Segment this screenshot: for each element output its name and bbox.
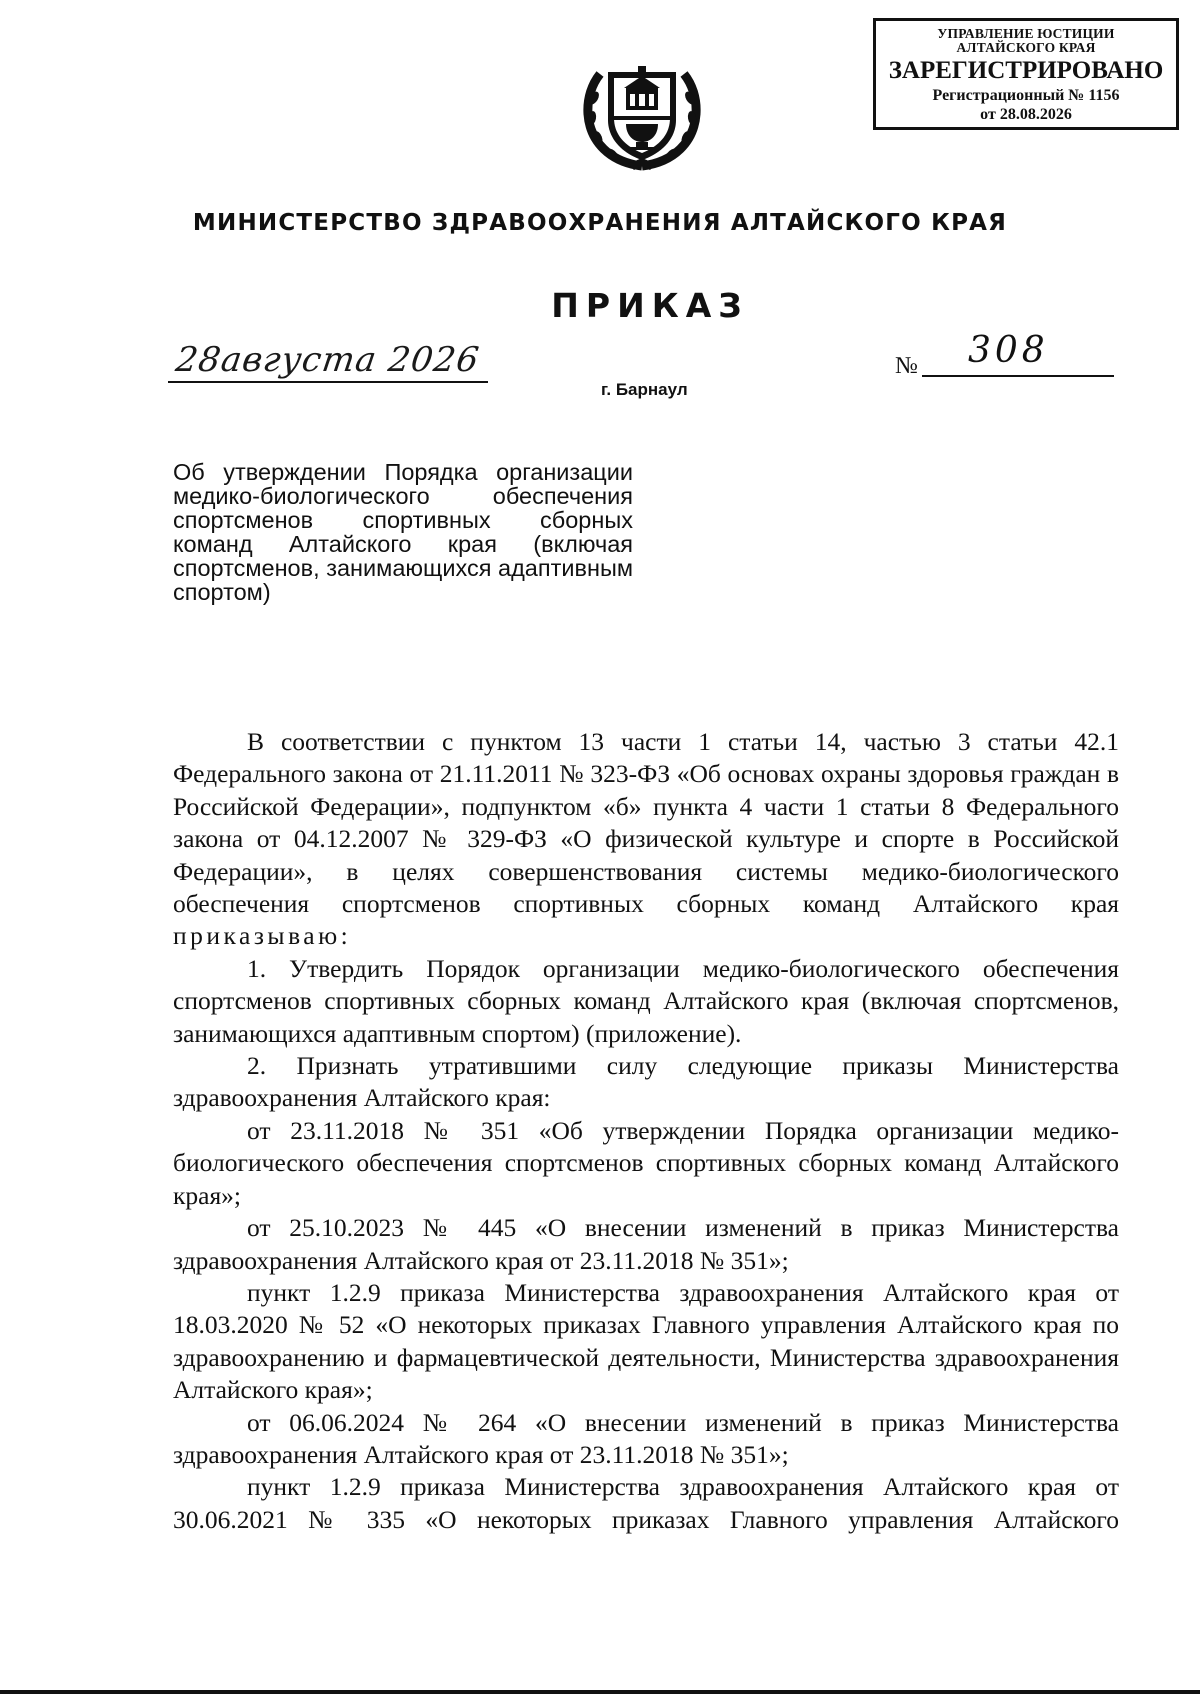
repealed-order-2: от 25.10.2023 № 445 «О внесении изменений в приказ Министерства здравоохранения Алтайского края от 23.11.2018 № 351»;: [173, 1213, 1119, 1275]
order-word: приказываю:: [173, 921, 352, 951]
repealed-order-4: от 06.06.2024 № 264 «О внесении изменений в приказ Министерства здравоохранения Алтайского края от 23.11.2018 № 351»;: [173, 1407, 1119, 1469]
order-subject: Об утверждении Порядка организации медико-биологического обеспечения спортсменов спортивных сборных команд Алтайского края (включая спортсменов, занимающихся адаптивным спортом): [173, 459, 633, 605]
stamp-registration-number: Регистрационный № 1156: [932, 87, 1120, 104]
order-body: [173, 726, 1119, 1536]
item-2-paragraph: 2. Признать утратившими силу следующие приказы Министерства здравоохранения Алтайского края:: [173, 1051, 1119, 1113]
order-number-handwritten: 308: [968, 330, 1049, 371]
stamp-status: ЗАРЕГИСТРИРОВАНО: [888, 57, 1164, 84]
page-bottom-edge: [0, 1690, 1200, 1694]
coat-of-arms-icon: [580, 58, 704, 172]
stamp-authority-line1: УПРАВЛЕНИЕ ЮСТИЦИИ: [937, 26, 1115, 41]
document-type-title: ПРИКАЗ: [551, 286, 749, 325]
repealed-order-3: пункт 1.2.9 приказа Министерства здравоохранения Алтайского края от 18.03.2020 № 52 «О некоторых приказах Главного управления Алтайского края по здравоохранению и фармацевтической деятельности, Министерства здравоохранения Алтайского края»;: [173, 1277, 1119, 1405]
ministry-name: МИНИСТЕРСТВО ЗДРАВООХРАНЕНИЯ АЛТАЙСКОГО КРАЯ: [192, 210, 1008, 236]
date-underline: [168, 381, 488, 383]
order-number-underline: [922, 375, 1114, 377]
repealed-order-5: пункт 1.2.9 приказа Министерства здравоохранения Алтайского края от 30.06.2021 № 335 «О некоторых приказах Главного управления Алтайского: [173, 1472, 1119, 1534]
order-number-label: №: [895, 353, 918, 379]
item-1-paragraph: 1. Утвердить Порядок организации медико-биологического обеспечения спортсменов спортивных сборных команд Алтайского края (включая спортсменов, занимающихся адаптивным спортом) (приложение).: [173, 953, 1119, 1048]
stamp-date: от 28.08.2026: [980, 106, 1072, 123]
handwritten-date: 28августа 2026: [173, 340, 482, 380]
preamble-paragraph: [173, 726, 1119, 953]
registration-stamp: [873, 18, 1179, 130]
preamble-text: В соответствии с пунктом 13 части 1 статьи 14, частью 3 статьи 42.1 Федерального закона от 21.11.2011 № 323-ФЗ «Об основах охраны здоровья граждан в Российской Федерации», подпунктом «б» пункта 4 части 1 статьи 8 Федерального закона от 04.12.2007 № 329-ФЗ «О физической культуре и спорте в Российской Федерации», в целях совершенствования системы медико-биологического обеспечения спортсменов спортивных сборных команд Алтайского края: [173, 727, 1119, 919]
repealed-order-1: от 23.11.2018 № 351 «Об утверждении Порядка организации медико-биологического обеспечения спортсменов спортивных сборных команд Алтайского края»;: [173, 1115, 1119, 1210]
city-name: г. Барнаул: [601, 380, 688, 399]
stamp-authority-line2: АЛТАЙСКОГО КРАЯ: [956, 40, 1096, 55]
